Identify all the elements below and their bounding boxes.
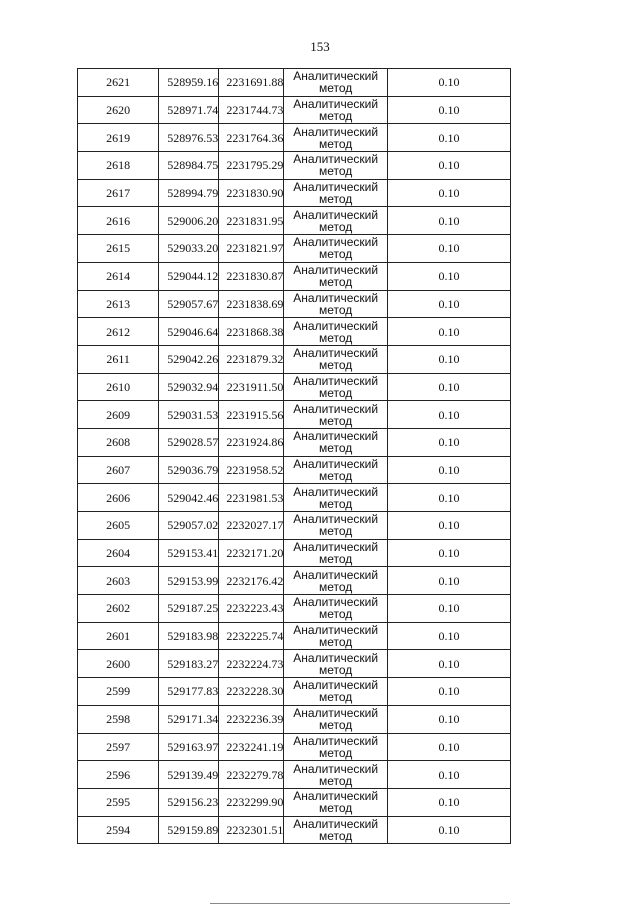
method-cell: Аналитический метод (284, 262, 388, 290)
page-number: 153 (310, 39, 330, 54)
y-coordinate-cell: 2232176.42 (219, 567, 284, 595)
point-number-cell: 2597 (78, 733, 159, 761)
accuracy-cell: 0.10 (388, 124, 511, 152)
table-row (78, 207, 511, 235)
table-row (78, 484, 511, 512)
x-coordinate-cell: 529042.26 (159, 345, 219, 373)
point-number-cell: 2620 (78, 96, 159, 124)
y-coordinate-cell: 2231744.73 (219, 96, 284, 124)
y-coordinate-cell: 2231830.90 (219, 179, 284, 207)
method-cell: Аналитический метод (284, 207, 388, 235)
method-cell: Аналитический метод (284, 373, 388, 401)
method-cell: Аналитический метод (284, 788, 388, 816)
y-coordinate-cell: 2231830.87 (219, 262, 284, 290)
table-row (78, 512, 511, 540)
point-number-cell: 2594 (78, 816, 159, 844)
accuracy-cell: 0.10 (388, 401, 511, 429)
x-coordinate-cell: 529057.67 (159, 290, 219, 318)
method-cell: Аналитический метод (284, 124, 388, 152)
table-row (78, 262, 511, 290)
point-number-cell: 2617 (78, 179, 159, 207)
x-coordinate-cell: 529153.99 (159, 567, 219, 595)
x-coordinate-cell: 528994.79 (159, 179, 219, 207)
table-row (78, 373, 511, 401)
method-cell: Аналитический метод (284, 622, 388, 650)
x-coordinate-cell: 529042.46 (159, 484, 219, 512)
table-row (78, 788, 511, 816)
point-number-cell: 2608 (78, 428, 159, 456)
table-row (78, 235, 511, 263)
point-number-cell: 2607 (78, 456, 159, 484)
y-coordinate-cell: 2232228.30 (219, 678, 284, 706)
accuracy-cell: 0.10 (388, 539, 511, 567)
accuracy-cell: 0.10 (388, 512, 511, 540)
x-coordinate-cell: 529187.25 (159, 595, 219, 623)
point-number-cell: 2604 (78, 539, 159, 567)
point-number-cell: 2621 (78, 69, 159, 97)
x-coordinate-cell: 529036.79 (159, 456, 219, 484)
point-number-cell: 2603 (78, 567, 159, 595)
accuracy-cell: 0.10 (388, 290, 511, 318)
method-cell: Аналитический метод (284, 96, 388, 124)
method-cell: Аналитический метод (284, 179, 388, 207)
x-coordinate-cell: 528976.53 (159, 124, 219, 152)
y-coordinate-cell: 2232299.90 (219, 788, 284, 816)
method-cell: Аналитический метод (284, 484, 388, 512)
y-coordinate-cell: 2232225.74 (219, 622, 284, 650)
table-row (78, 456, 511, 484)
table-row (78, 595, 511, 623)
accuracy-cell: 0.10 (388, 595, 511, 623)
y-coordinate-cell: 2232301.51 (219, 816, 284, 844)
point-number-cell: 2612 (78, 318, 159, 346)
method-cell: Аналитический метод (284, 235, 388, 263)
point-number-cell: 2606 (78, 484, 159, 512)
x-coordinate-cell: 528971.74 (159, 96, 219, 124)
table-row (78, 318, 511, 346)
y-coordinate-cell: 2232224.73 (219, 650, 284, 678)
accuracy-cell: 0.10 (388, 816, 511, 844)
method-cell: Аналитический метод (284, 567, 388, 595)
coordinates-table (77, 68, 511, 844)
table-row (78, 401, 511, 429)
x-coordinate-cell: 529183.27 (159, 650, 219, 678)
accuracy-cell: 0.10 (388, 152, 511, 180)
y-coordinate-cell: 2232223.43 (219, 595, 284, 623)
x-coordinate-cell: 529057.02 (159, 512, 219, 540)
table-row (78, 622, 511, 650)
y-coordinate-cell: 2231924.86 (219, 428, 284, 456)
table-row (78, 650, 511, 678)
x-coordinate-cell: 529033.20 (159, 235, 219, 263)
accuracy-cell: 0.10 (388, 373, 511, 401)
accuracy-cell: 0.10 (388, 567, 511, 595)
table-row (78, 152, 511, 180)
table-row (78, 705, 511, 733)
point-number-cell: 2616 (78, 207, 159, 235)
y-coordinate-cell: 2231915.56 (219, 401, 284, 429)
table-row (78, 816, 511, 844)
y-coordinate-cell: 2231795.29 (219, 152, 284, 180)
x-coordinate-cell: 529163.97 (159, 733, 219, 761)
y-coordinate-cell: 2231838.69 (219, 290, 284, 318)
method-cell: Аналитический метод (284, 761, 388, 789)
accuracy-cell: 0.10 (388, 69, 511, 97)
coordinates-table-body (78, 69, 511, 844)
accuracy-cell: 0.10 (388, 705, 511, 733)
point-number-cell: 2595 (78, 788, 159, 816)
x-coordinate-cell: 528984.75 (159, 152, 219, 180)
method-cell: Аналитический метод (284, 152, 388, 180)
y-coordinate-cell: 2231764.36 (219, 124, 284, 152)
accuracy-cell: 0.10 (388, 650, 511, 678)
table-row (78, 733, 511, 761)
accuracy-cell: 0.10 (388, 622, 511, 650)
accuracy-cell: 0.10 (388, 678, 511, 706)
method-cell: Аналитический метод (284, 595, 388, 623)
point-number-cell: 2613 (78, 290, 159, 318)
y-coordinate-cell: 2231691.88 (219, 69, 284, 97)
accuracy-cell: 0.10 (388, 207, 511, 235)
accuracy-cell: 0.10 (388, 484, 511, 512)
table-row (78, 69, 511, 97)
y-coordinate-cell: 2231981.53 (219, 484, 284, 512)
point-number-cell: 2601 (78, 622, 159, 650)
method-cell: Аналитический метод (284, 816, 388, 844)
table-row (78, 290, 511, 318)
table-row (78, 124, 511, 152)
accuracy-cell: 0.10 (388, 761, 511, 789)
table-row (78, 539, 511, 567)
point-number-cell: 2609 (78, 401, 159, 429)
accuracy-cell: 0.10 (388, 262, 511, 290)
x-coordinate-cell: 529046.64 (159, 318, 219, 346)
y-coordinate-cell: 2231821.97 (219, 235, 284, 263)
x-coordinate-cell: 528959.16 (159, 69, 219, 97)
x-coordinate-cell: 529153.41 (159, 539, 219, 567)
method-cell: Аналитический метод (284, 69, 388, 97)
table-row (78, 345, 511, 373)
x-coordinate-cell: 529156.23 (159, 788, 219, 816)
table-row (78, 96, 511, 124)
table-row (78, 428, 511, 456)
method-cell: Аналитический метод (284, 539, 388, 567)
scan-edge-line (210, 903, 510, 904)
point-number-cell: 2615 (78, 235, 159, 263)
accuracy-cell: 0.10 (388, 179, 511, 207)
x-coordinate-cell: 529183.98 (159, 622, 219, 650)
accuracy-cell: 0.10 (388, 318, 511, 346)
x-coordinate-cell: 529171.34 (159, 705, 219, 733)
table-row (78, 761, 511, 789)
method-cell: Аналитический метод (284, 512, 388, 540)
x-coordinate-cell: 529028.57 (159, 428, 219, 456)
y-coordinate-cell: 2231868.38 (219, 318, 284, 346)
y-coordinate-cell: 2231911.50 (219, 373, 284, 401)
x-coordinate-cell: 529044.12 (159, 262, 219, 290)
point-number-cell: 2610 (78, 373, 159, 401)
point-number-cell: 2596 (78, 761, 159, 789)
method-cell: Аналитический метод (284, 705, 388, 733)
point-number-cell: 2600 (78, 650, 159, 678)
y-coordinate-cell: 2232241.19 (219, 733, 284, 761)
y-coordinate-cell: 2232171.20 (219, 539, 284, 567)
point-number-cell: 2598 (78, 705, 159, 733)
x-coordinate-cell: 529177.83 (159, 678, 219, 706)
method-cell: Аналитический метод (284, 290, 388, 318)
table-row (78, 567, 511, 595)
x-coordinate-cell: 529159.89 (159, 816, 219, 844)
accuracy-cell: 0.10 (388, 235, 511, 263)
method-cell: Аналитический метод (284, 733, 388, 761)
point-number-cell: 2605 (78, 512, 159, 540)
method-cell: Аналитический метод (284, 428, 388, 456)
accuracy-cell: 0.10 (388, 96, 511, 124)
point-number-cell: 2619 (78, 124, 159, 152)
y-coordinate-cell: 2231831.95 (219, 207, 284, 235)
method-cell: Аналитический метод (284, 650, 388, 678)
y-coordinate-cell: 2232236.39 (219, 705, 284, 733)
table-row (78, 678, 511, 706)
y-coordinate-cell: 2232279.78 (219, 761, 284, 789)
x-coordinate-cell: 529006.20 (159, 207, 219, 235)
accuracy-cell: 0.10 (388, 345, 511, 373)
accuracy-cell: 0.10 (388, 733, 511, 761)
point-number-cell: 2618 (78, 152, 159, 180)
x-coordinate-cell: 529031.53 (159, 401, 219, 429)
x-coordinate-cell: 529139.49 (159, 761, 219, 789)
point-number-cell: 2614 (78, 262, 159, 290)
y-coordinate-cell: 2231879.32 (219, 345, 284, 373)
method-cell: Аналитический метод (284, 401, 388, 429)
table-row (78, 179, 511, 207)
x-coordinate-cell: 529032.94 (159, 373, 219, 401)
method-cell: Аналитический метод (284, 678, 388, 706)
point-number-cell: 2602 (78, 595, 159, 623)
accuracy-cell: 0.10 (388, 788, 511, 816)
y-coordinate-cell: 2232027.17 (219, 512, 284, 540)
method-cell: Аналитический метод (284, 456, 388, 484)
y-coordinate-cell: 2231958.52 (219, 456, 284, 484)
accuracy-cell: 0.10 (388, 456, 511, 484)
method-cell: Аналитический метод (284, 345, 388, 373)
point-number-cell: 2611 (78, 345, 159, 373)
method-cell: Аналитический метод (284, 318, 388, 346)
point-number-cell: 2599 (78, 678, 159, 706)
accuracy-cell: 0.10 (388, 428, 511, 456)
